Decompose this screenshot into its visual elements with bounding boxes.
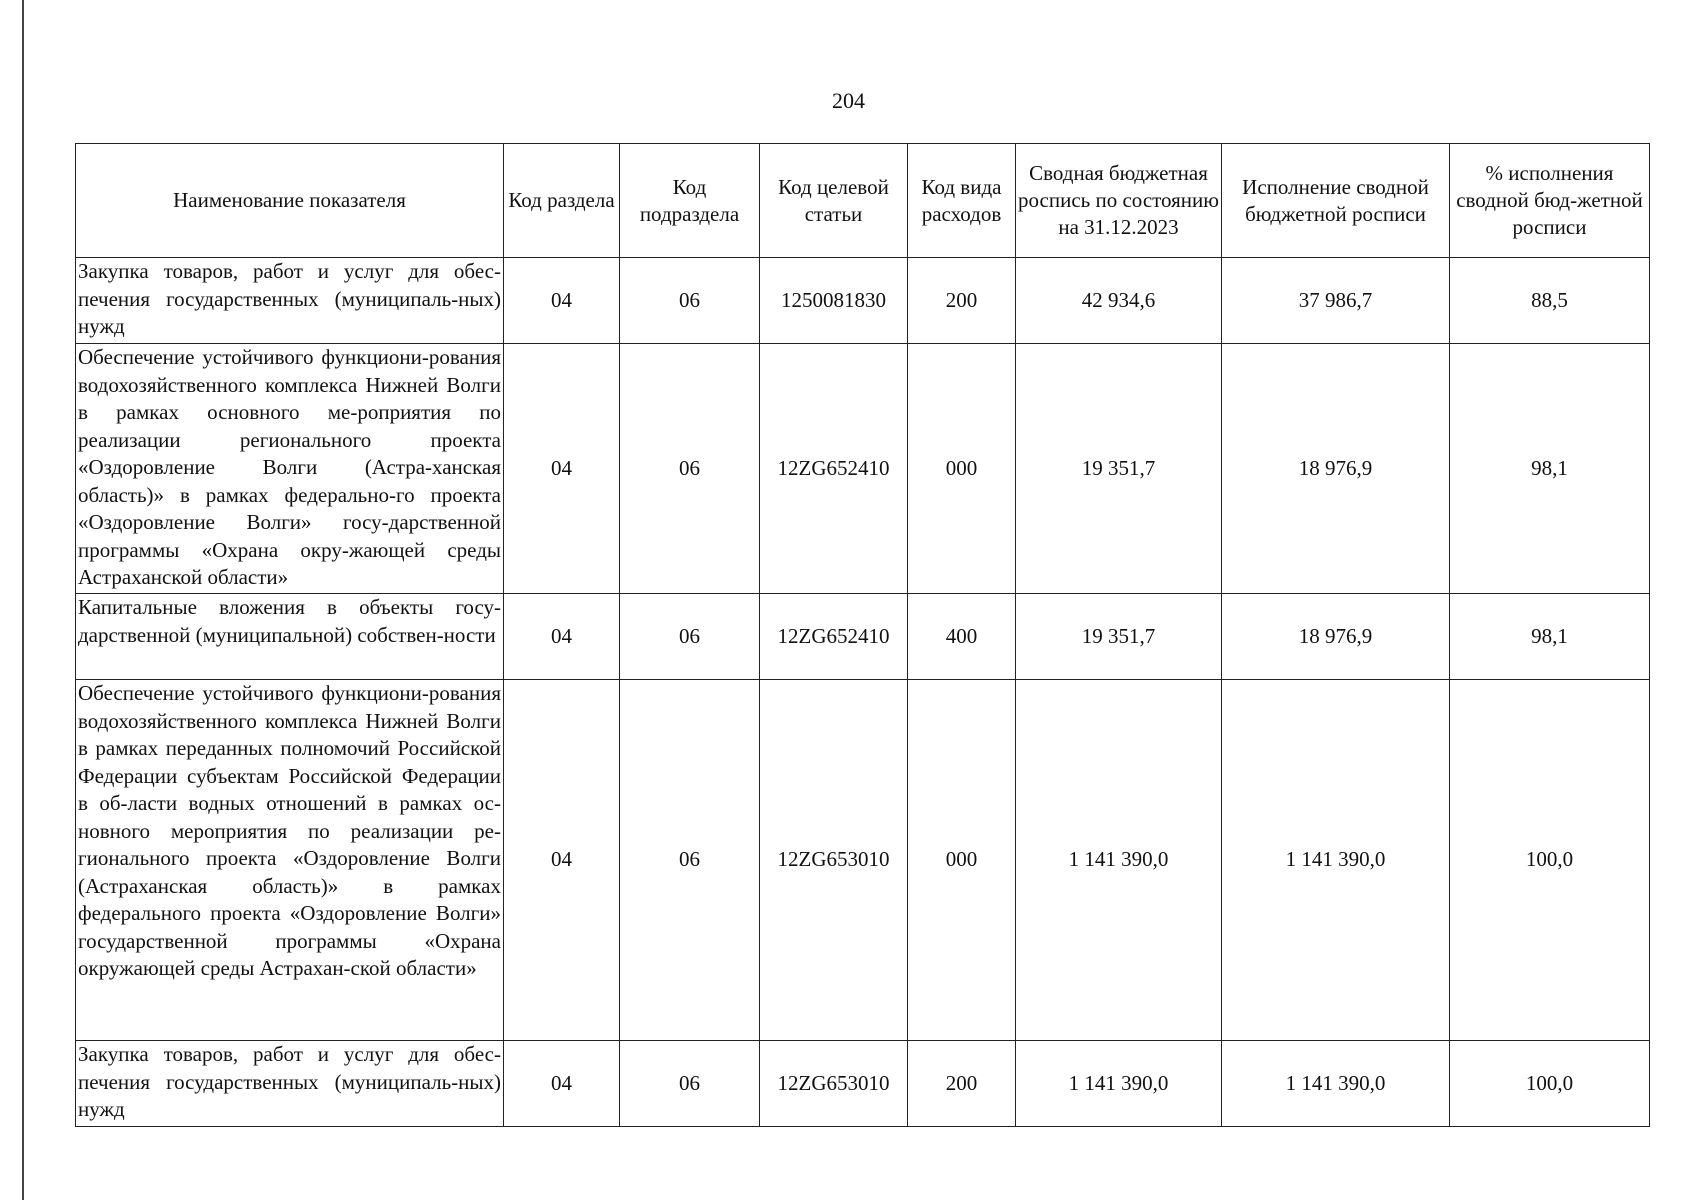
table-row [76,680,1650,1041]
header-expense-type-code: Код вида расходов [908,144,1016,258]
section-code-cell: 04 [504,680,620,1041]
expense-type-cell: 000 [908,680,1016,1041]
budget-execution-cell: 18 976,9 [1222,344,1450,594]
header-execution-percent: % исполнения сводной бюд-жетной росписи [1450,144,1650,258]
subsection-code-cell: 06 [620,258,760,344]
budget-execution-table [75,143,1650,1127]
subsection-code-cell: 06 [620,594,760,680]
budget-execution-cell: 18 976,9 [1222,594,1450,680]
subsection-code-cell: 06 [620,1041,760,1127]
indicator-name-cell: Капитальные вложения в объекты госу-дарственной (муниципальной) собствен-ности [76,594,504,680]
expense-type-cell: 200 [908,258,1016,344]
table-row [76,1041,1650,1127]
indicator-name-cell: Обеспечение устойчивого функциони-рования водохозяйственного комплекса Нижней Волги в рамках переданных полномочий Российской Федерации субъектам Российской Федерации в об-ласти водных отношений в рамках ос-новного мероприятия по реализации ре-гионального проекта «Оздоровление Волги (Астраханская область)» в рамках федерального проекта «Оздоровление Волги» государственной программы «Охрана окружающей среды Астрахан-ской области» [76,680,504,1041]
subsection-code-cell: 06 [620,344,760,594]
header-budget-plan: Сводная бюджетная роспись по состоянию на 31.12.2023 [1016,144,1222,258]
budget-execution-cell: 37 986,7 [1222,258,1450,344]
header-budget-execution: Исполнение сводной бюджетной росписи [1222,144,1450,258]
budget-plan-cell: 19 351,7 [1016,594,1222,680]
subsection-code-cell: 06 [620,680,760,1041]
target-code-cell: 12ZG652410 [760,344,908,594]
table-row [76,258,1650,344]
indicator-name-cell: Закупка товаров, работ и услуг для обес-печения государственных (муниципаль-ных) нужд [76,258,504,344]
table-row [76,594,1650,680]
table-header-row [76,144,1650,258]
budget-plan-cell: 1 141 390,0 [1016,680,1222,1041]
budget-execution-cell: 1 141 390,0 [1222,1041,1450,1127]
target-code-cell: 1250081830 [760,258,908,344]
execution-percent-cell: 100,0 [1450,1041,1650,1127]
budget-plan-cell: 42 934,6 [1016,258,1222,344]
budget-plan-cell: 19 351,7 [1016,344,1222,594]
execution-percent-cell: 98,1 [1450,344,1650,594]
header-section-code: Код раздела [504,144,620,258]
section-code-cell: 04 [504,258,620,344]
expense-type-cell: 200 [908,1041,1016,1127]
expense-type-cell: 400 [908,594,1016,680]
header-target-code: Код целевой статьи [760,144,908,258]
expense-type-cell: 000 [908,344,1016,594]
section-code-cell: 04 [504,594,620,680]
execution-percent-cell: 98,1 [1450,594,1650,680]
indicator-name-cell: Обеспечение устойчивого функциони-рования водохозяйственного комплекса Нижней Волги в рамках основного ме-роприятия по реализации регионального проекта «Оздоровление Волги (Астра-ханская область)» в рамках федерально-го проекта «Оздоровление Волги» госу-дарственной программы «Охрана окру-жающей среды Астраханской области» [76,344,504,594]
page-number: 204 [832,88,865,113]
page-binding-line [22,0,24,1200]
target-code-cell: 12ZG652410 [760,594,908,680]
budget-plan-cell: 1 141 390,0 [1016,1041,1222,1127]
target-code-cell: 12ZG653010 [760,1041,908,1127]
header-subsection-code: Код подраздела [620,144,760,258]
execution-percent-cell: 100,0 [1450,680,1650,1041]
table-row [76,344,1650,594]
header-indicator-name: Наименование показателя [76,144,504,258]
section-code-cell: 04 [504,344,620,594]
budget-execution-cell: 1 141 390,0 [1222,680,1450,1041]
section-code-cell: 04 [504,1041,620,1127]
execution-percent-cell: 88,5 [1450,258,1650,344]
indicator-name-cell: Закупка товаров, работ и услуг для обес-печения государственных (муниципаль-ных) нужд [76,1041,504,1127]
target-code-cell: 12ZG653010 [760,680,908,1041]
